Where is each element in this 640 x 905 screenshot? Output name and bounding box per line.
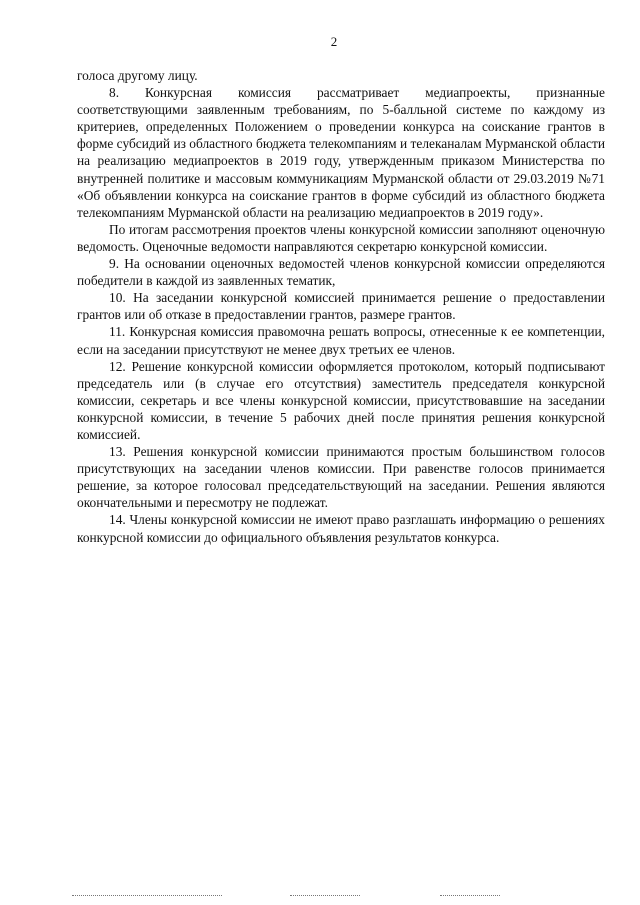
page-number: 2 (330, 34, 338, 49)
paragraph-item-13: 13. Решения конкурсной комиссии принимаются простым большинством голосов присутствующих на заседании членов комиссии. При равенстве голосов принимается решение, за которое голосовал председательствующий на заседании. Решения являются окончательными и пересмотру не подлежат. (77, 444, 605, 511)
paragraph-item-12: 12. Решение конкурсной комиссии оформляется протоколом, который подписывают председатель или (в случае его отсутствия) заместитель председателя конкурсной комиссии, секретарь и все члены конкурсной комиссии, присутствовавшие на заседании конкурсной комиссии, в течение 5 рабочих дней после принятия решения конкурсной комиссией. (77, 358, 605, 442)
paragraph-item-11: 11. Конкурсная комиссия правомочна решать вопросы, отнесенные к ее компетенции, если на заседании присутствуют не менее двух третьих ее членов. (77, 324, 605, 357)
paragraph-item-14: 14. Члены конкурсной комиссии не имеют право разглашать информацию о решениях конкурсной комиссии до официального объявления результатов конкурса. (77, 512, 605, 545)
scan-mark (290, 895, 360, 897)
scan-footer-artifact (60, 895, 600, 899)
paragraph-item-10: 10. На заседании конкурсной комиссией принимается решение о предоставлении грантов или об отказе в предоставлении грантов, размере грантов. (77, 290, 605, 323)
scan-mark (440, 895, 500, 897)
paragraph-item-9: 9. На основании оценочных ведомостей членов конкурсной комиссии определяются победители в каждой из заявленных тематик, (77, 256, 605, 289)
paragraph-item-8: 8. Конкурсная комиссия рассматривает медиапроекты, признанные соответствующими заявленным требованиям, по 5-балльной системе по каждому из критериев, определенных Положением о проведении конкурса на соискание грантов в форме субсидий из областного бюджета телекомпаниям и телеканалам Мурманской области на реализацию медиапроектов в 2019 году, утвержденным приказом Министерства по внутренней политике и массовым коммуникациям Мурманской области от 29.03.2019 №71 «Об объявлении конкурса на соискание грантов в форме субсидий из областного бюджета телекомпаниям Мурманской области на реализацию медиапроектов в 2019 году». (77, 85, 605, 220)
scan-mark (72, 895, 222, 897)
document-body (77, 67, 605, 546)
paragraph-item-8-evaluation: По итогам рассмотрения проектов члены конкурсной комиссии заполняют оценочную ведомость. Оценочные ведомости направляются секретарю конкурсной комиссии. (77, 221, 605, 254)
paragraph-continuation: голоса другому лицу. (77, 68, 198, 83)
